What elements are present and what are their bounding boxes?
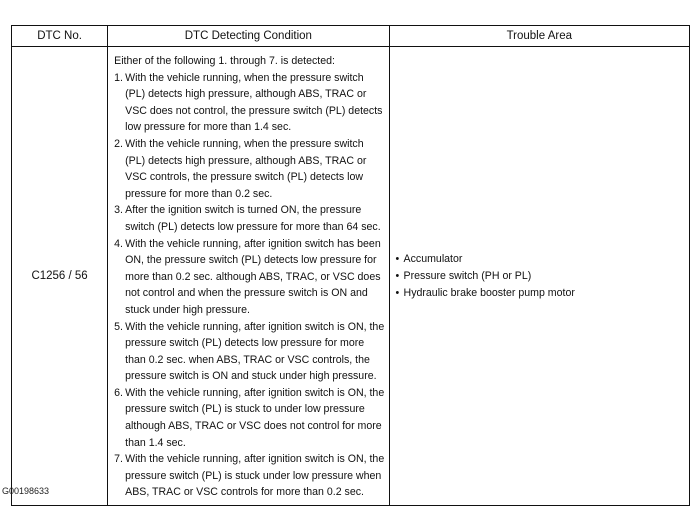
bullet-icon: •: [395, 269, 400, 282]
dtc-code-cell: C1256 / 56: [12, 47, 108, 506]
table-header-row: [12, 26, 690, 47]
trouble-area-list: [396, 251, 685, 302]
trouble-area-item: [396, 251, 685, 268]
condition-number: 1.: [114, 71, 123, 84]
bullet-icon: •: [395, 252, 400, 265]
header-detecting-condition: DTC Detecting Condition: [108, 26, 389, 47]
condition-item: [114, 451, 384, 501]
trouble-area-item: [396, 268, 685, 285]
header-trouble-area: Trouble Area: [389, 26, 689, 47]
trouble-area-text: Pressure switch (PH or PL): [403, 269, 532, 282]
condition-item: [114, 236, 384, 319]
condition-intro: Either of the following 1. through 7. is detected:: [114, 55, 335, 67]
condition-text: With the vehicle running, when the pressure switch (PL) detects high pressure, although ABS, TRAC or VSC does not control, the pressure switch (PL) detects low pressure for more than 1.4 sec.: [125, 71, 383, 134]
trouble-area-text: Accumulator: [403, 252, 463, 265]
trouble-area-cell: [389, 47, 689, 506]
trouble-area-text: Hydraulic brake booster pump motor: [403, 286, 575, 299]
condition-item: [114, 385, 384, 451]
condition-text: With the vehicle running, after ignition switch has been ON, the pressure switch (PL) detects low pressure for more than 0.2 sec. although ABS, TRAC, or VSC does not control and when the pressure switch is ON and stuck under high pressure.: [125, 237, 381, 316]
condition-item: [114, 136, 384, 202]
condition-cell: [108, 47, 389, 506]
dtc-table-container: [11, 25, 690, 506]
trouble-area-item: [396, 285, 685, 302]
dtc-table: [11, 25, 690, 506]
condition-number: 6.: [114, 386, 123, 399]
header-dtc-no: DTC No.: [12, 26, 108, 47]
condition-text: With the vehicle running, after ignition switch is ON, the pressure switch (PL) detects low pressure for more than 0.2 sec. when ABS, TRAC or VSC controls, the pressure switch is ON and stuck under high pressure.: [125, 320, 385, 383]
bullet-icon: •: [395, 286, 400, 299]
condition-item: [114, 202, 384, 235]
condition-text: With the vehicle running, when the pressure switch (PL) detects high pressure, although ABS, TRAC or VSC controls, the pressure switch (PL) detects low pressure for more than 0.2 sec.: [125, 137, 367, 200]
condition-text: After the ignition switch is turned ON, the pressure switch (PL) detects low pressure for more than 64 sec.: [125, 204, 381, 233]
condition-number: 3.: [114, 204, 123, 217]
table-row: [12, 47, 690, 506]
condition-list: [114, 70, 384, 501]
condition-text: With the vehicle running, after ignition switch is ON, the pressure switch (PL) is stuck under low pressure when ABS, TRAC or VSC controls for more than 0.2 sec.: [125, 453, 385, 499]
condition-item: [114, 70, 384, 136]
condition-text: With the vehicle running, after ignition switch is ON, the pressure switch (PL) is stuck to under low pressure although ABS, TRAC or VSC does not control for more than 1.4 sec.: [125, 386, 385, 449]
condition-number: 5.: [114, 320, 123, 333]
condition-number: 2.: [114, 137, 123, 150]
condition-item: [114, 319, 384, 385]
condition-number: 4.: [114, 237, 123, 250]
condition-number: 7.: [114, 453, 123, 466]
figure-id: G00198633: [2, 486, 50, 496]
